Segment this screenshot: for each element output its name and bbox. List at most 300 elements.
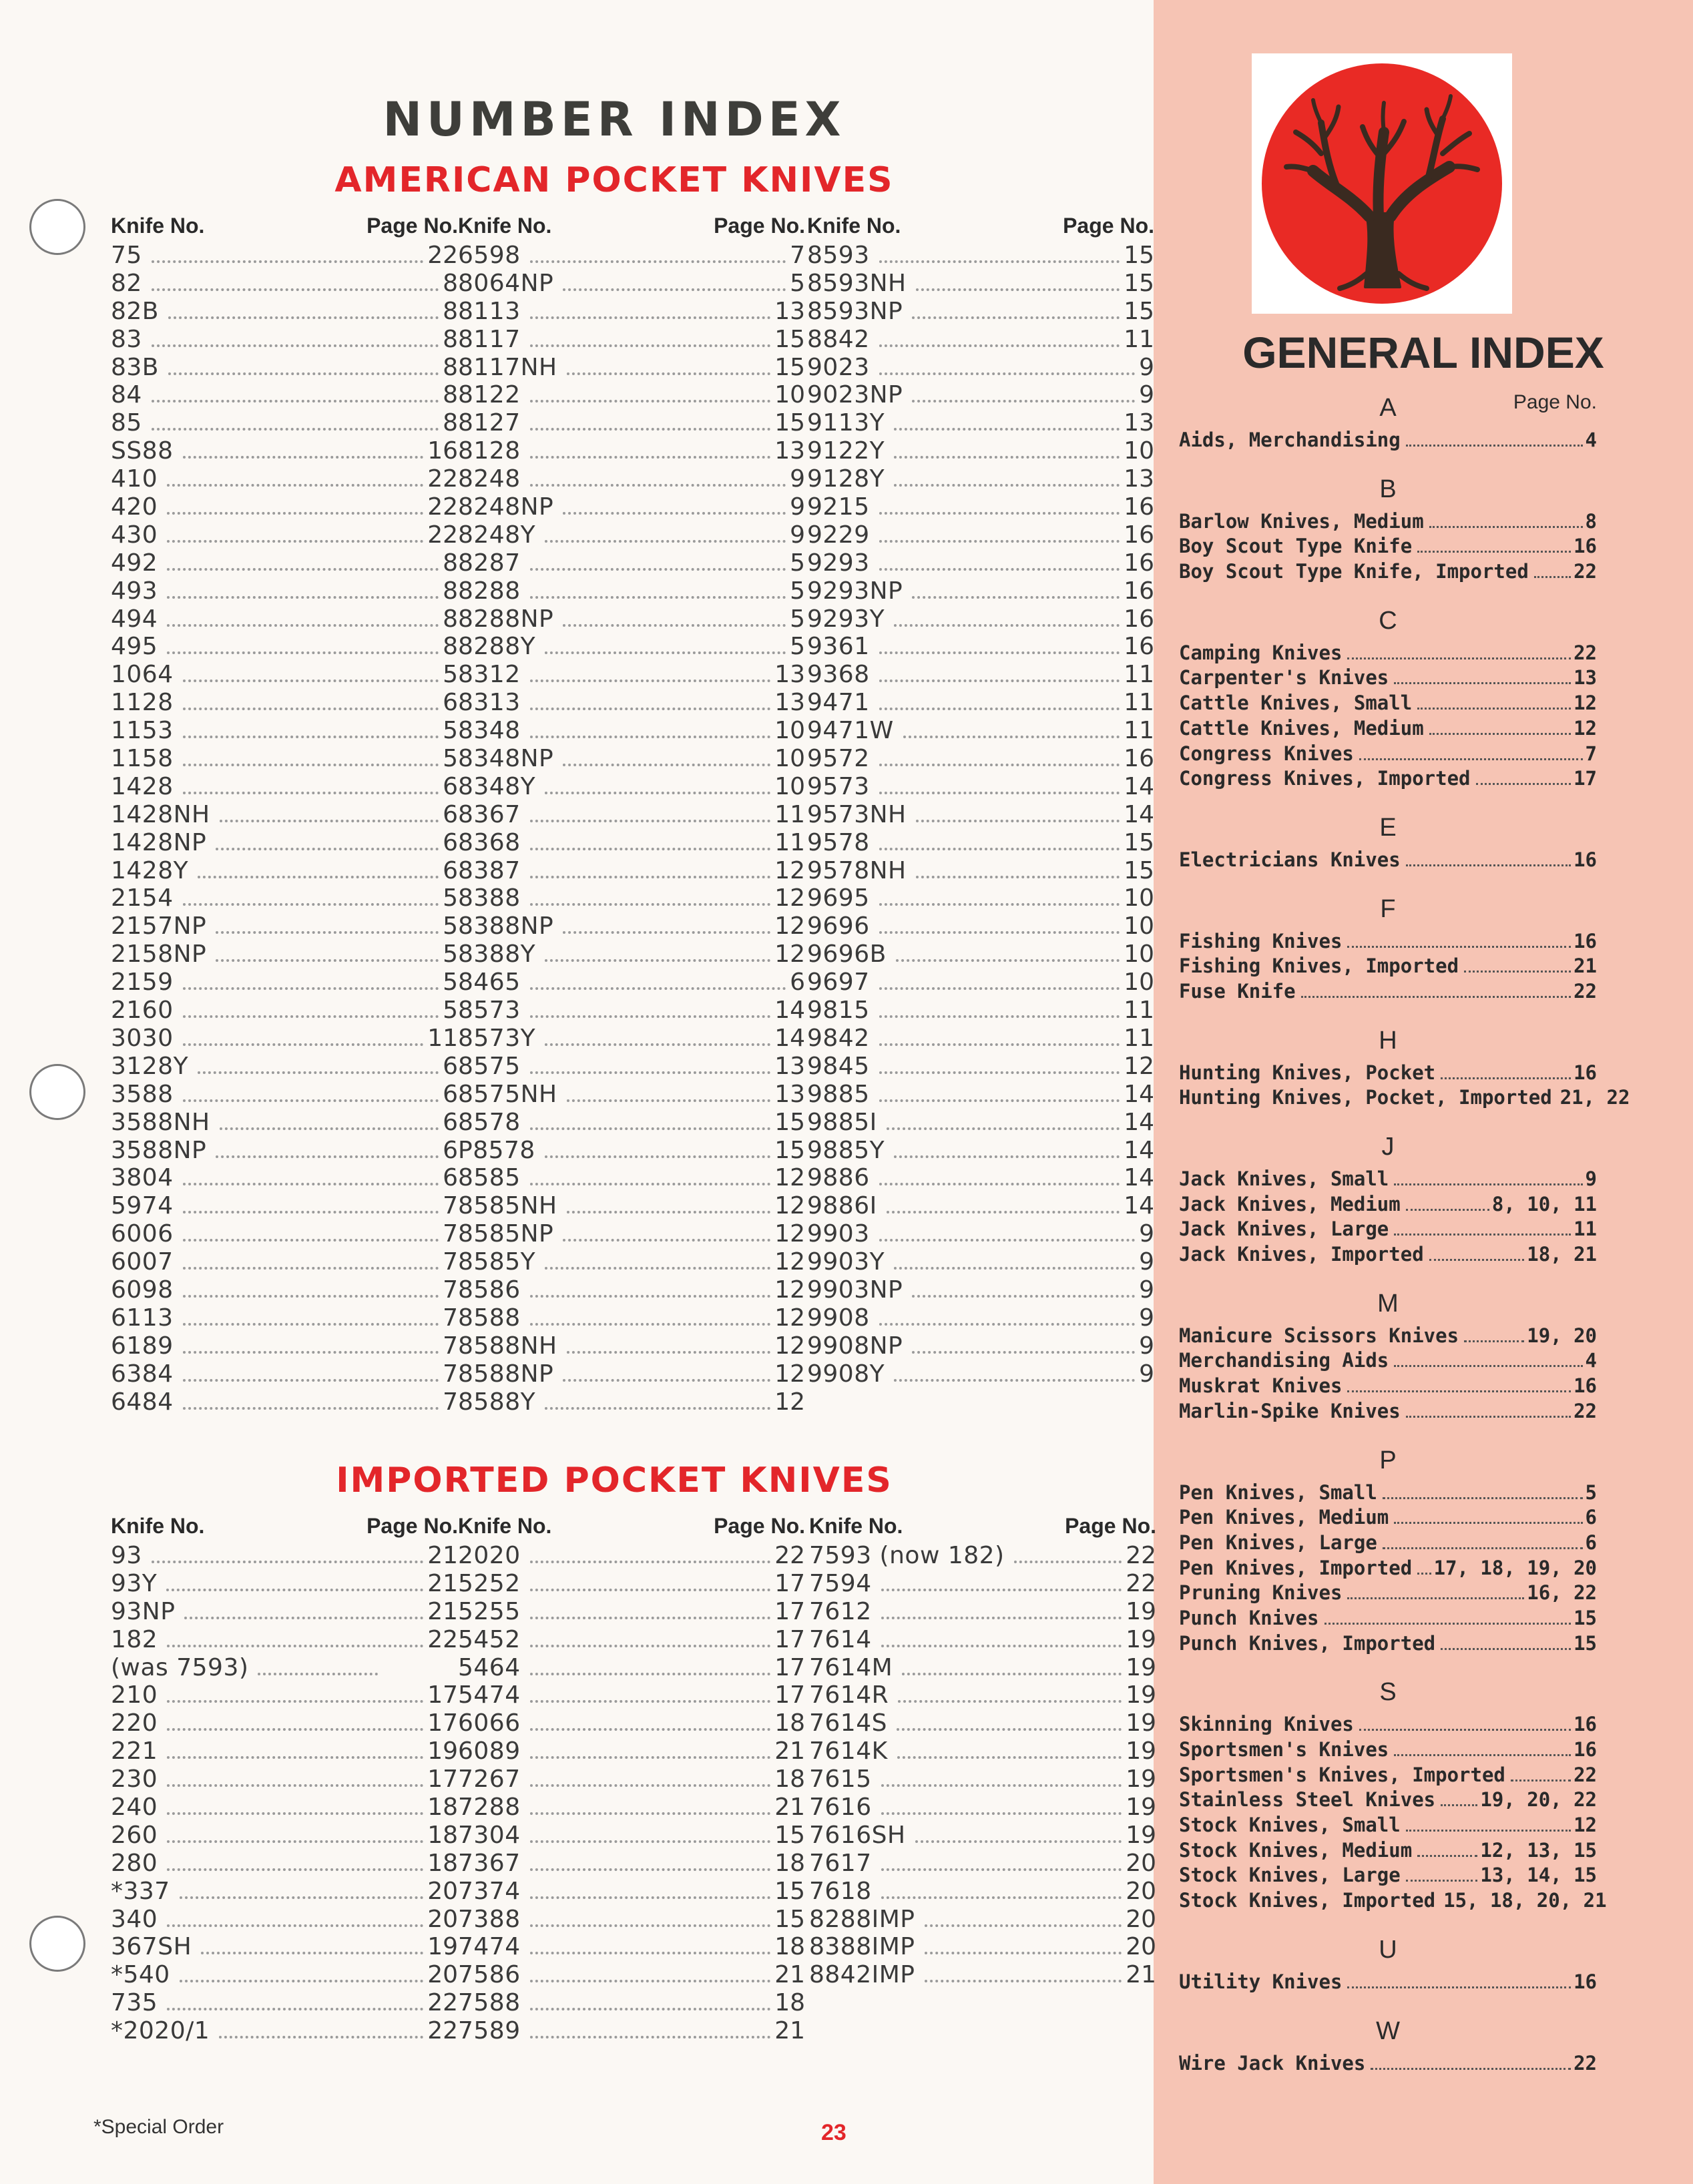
index-row xyxy=(458,1025,805,1053)
dot-leader xyxy=(530,1980,771,1982)
dot-leader xyxy=(1324,1623,1571,1625)
index-row xyxy=(807,1192,1154,1220)
dot-leader xyxy=(166,1589,423,1591)
index-row xyxy=(111,745,458,773)
section-letter xyxy=(1179,387,1597,429)
index-row xyxy=(111,1681,458,1709)
dot-leader xyxy=(1406,445,1583,447)
knife-number: 3128Y xyxy=(111,1052,189,1080)
dot-leader xyxy=(1394,1234,1571,1236)
dot-leader xyxy=(545,540,786,543)
page-ref: 5 xyxy=(790,549,805,577)
dot-leader xyxy=(894,1155,1120,1158)
knife-number: 8575NH xyxy=(458,1080,557,1108)
knife-number: 9572 xyxy=(807,745,870,773)
knife-number: 9903 xyxy=(807,1220,870,1248)
entry-name: Fuse Knife xyxy=(1179,979,1296,1003)
index-row xyxy=(111,1794,458,1822)
section-letter xyxy=(1179,469,1597,510)
page-ref: 9 xyxy=(790,465,805,493)
page-ref: 7 xyxy=(443,1248,458,1276)
page-no-header: Page No. xyxy=(714,1514,805,1538)
page-ref: 11 xyxy=(1124,717,1154,745)
index-entry xyxy=(1179,1632,1597,1657)
dot-leader xyxy=(216,931,439,934)
entry-pages: 16 xyxy=(1574,1970,1597,1993)
page-ref: 13 xyxy=(1124,409,1154,437)
index-section-e xyxy=(1179,807,1597,874)
knife-number: *540 xyxy=(111,1961,170,1989)
entry-name: Merchandising Aids xyxy=(1179,1349,1389,1372)
entry-pages: 19, 20, 22 xyxy=(1480,1788,1597,1812)
page-ref: 6 xyxy=(443,1080,458,1108)
column-header xyxy=(807,214,1154,242)
knife-number: 7614 xyxy=(809,1625,872,1653)
dot-leader xyxy=(198,876,439,878)
dot-leader xyxy=(167,1840,423,1843)
index-row xyxy=(111,1053,458,1081)
knife-number: 9361 xyxy=(807,633,870,661)
index-row xyxy=(111,521,458,549)
dot-leader xyxy=(567,372,771,375)
knife-number: 8348NP xyxy=(458,745,554,773)
dot-leader xyxy=(1347,657,1571,659)
page-ref: 9 xyxy=(790,521,805,549)
page-ref: 10 xyxy=(774,772,805,800)
page-ref: 18 xyxy=(774,1989,805,2017)
knife-number: 8585NP xyxy=(458,1220,554,1248)
dot-leader xyxy=(530,1812,771,1815)
index-row xyxy=(807,997,1154,1025)
index-section-j xyxy=(1179,1126,1597,1268)
index-row xyxy=(458,605,805,633)
page-ref: 12 xyxy=(774,1332,805,1360)
knife-number: 2154 xyxy=(111,884,174,912)
page-ref: 11 xyxy=(774,800,805,828)
page-ref: 22 xyxy=(427,521,458,549)
index-row xyxy=(111,633,458,661)
knife-number: 8248 xyxy=(458,465,521,493)
knife-number: 1064 xyxy=(111,661,174,689)
dot-leader xyxy=(167,1645,423,1647)
dot-leader xyxy=(881,1589,1122,1591)
dot-leader xyxy=(912,1295,1135,1298)
page-ref: 9 xyxy=(1139,1220,1154,1248)
section-letter xyxy=(1179,1929,1597,1970)
knife-number: 3588NP xyxy=(111,1136,207,1164)
dot-leader xyxy=(530,1756,771,1759)
knife-number: 260 xyxy=(111,1821,158,1849)
index-row xyxy=(111,912,458,940)
page-ref: 16 xyxy=(1124,521,1154,549)
knife-number: 9886I xyxy=(807,1192,877,1220)
knife-no-header: Knife No. xyxy=(111,1514,205,1538)
index-row xyxy=(458,1542,805,1570)
dot-leader xyxy=(545,792,770,794)
dot-leader xyxy=(530,1323,771,1326)
dot-leader xyxy=(881,1896,1122,1899)
special-order-footnote: *Special Order xyxy=(93,2116,224,2138)
knife-number: 9696B xyxy=(807,940,887,969)
knife-number: 9908NP xyxy=(807,1332,903,1360)
page-ref: 19 xyxy=(427,1737,458,1765)
knife-number: 8368 xyxy=(458,828,521,856)
index-row xyxy=(111,493,458,521)
section-letter xyxy=(1179,1283,1597,1324)
knife-number: 8575 xyxy=(458,1052,521,1080)
index-row xyxy=(111,1276,458,1304)
index-row xyxy=(111,689,458,717)
general-index-title: GENERAL INDEX xyxy=(1242,328,1604,377)
dot-leader xyxy=(545,1267,770,1270)
knife-number: 9023 xyxy=(807,353,870,381)
page-ref: 14 xyxy=(1124,1136,1154,1164)
dot-leader xyxy=(1406,1880,1478,1882)
page-ref: 18 xyxy=(427,1849,458,1877)
index-section-c xyxy=(1179,600,1597,792)
index-entry xyxy=(1179,1374,1597,1400)
knife-number: 230 xyxy=(111,1765,158,1794)
page-ref: 22 xyxy=(427,1989,458,2017)
dot-leader xyxy=(1441,1648,1571,1650)
index-row xyxy=(807,354,1154,382)
dot-leader xyxy=(925,1980,1122,1982)
entry-pages: 7 xyxy=(1585,742,1597,765)
page-no-header: Page No. xyxy=(367,1514,458,1538)
page-ref: 10 xyxy=(774,745,805,773)
entry-name: Wire Jack Knives xyxy=(1179,2051,1366,2075)
knife-number: 492 xyxy=(111,549,158,577)
dot-leader xyxy=(567,1211,771,1213)
dot-leader xyxy=(183,1323,439,1326)
knife-number: 8248Y xyxy=(458,521,536,549)
index-row xyxy=(458,1961,805,1989)
dot-leader xyxy=(220,1127,439,1130)
dot-leader xyxy=(881,1812,1122,1815)
dot-leader xyxy=(152,400,439,402)
entry-pages: 6 xyxy=(1585,1506,1597,1529)
page-ref: 16 xyxy=(1124,549,1154,577)
index-row xyxy=(458,1192,805,1220)
letter: A xyxy=(1379,394,1397,422)
entry-name: Punch Knives, Imported xyxy=(1179,1631,1436,1655)
index-row xyxy=(458,940,805,969)
index-row xyxy=(111,270,458,298)
dot-leader xyxy=(530,568,786,571)
dot-leader xyxy=(1359,758,1583,760)
knife-number: 7589 xyxy=(458,2017,521,2045)
dot-leader xyxy=(530,2008,771,2010)
knife-number: 93NP xyxy=(111,1597,176,1625)
knife-number: 2159 xyxy=(111,969,174,997)
page-ref: 22 xyxy=(1126,1542,1156,1569)
index-row xyxy=(807,689,1154,717)
dot-leader xyxy=(530,596,786,599)
dot-leader xyxy=(1406,1830,1571,1832)
page-ref: 15 xyxy=(774,1905,805,1933)
page-ref: 15 xyxy=(774,409,805,437)
entry-pages: 22 xyxy=(1574,641,1597,664)
dot-leader xyxy=(183,1351,439,1354)
dot-leader xyxy=(530,876,771,878)
dot-leader xyxy=(530,1896,771,1899)
index-entry xyxy=(1179,1713,1597,1738)
knife-no-header: Knife No. xyxy=(458,214,552,238)
dot-leader xyxy=(1014,1561,1122,1563)
page-ref: 13 xyxy=(1124,465,1154,493)
dot-leader xyxy=(879,344,1120,347)
knife-number: 2020 xyxy=(458,1542,521,1569)
page-ref: 6 xyxy=(443,1136,458,1164)
dot-leader xyxy=(1511,1780,1571,1782)
index-row xyxy=(807,521,1154,549)
index-row xyxy=(807,1053,1154,1081)
entry-pages: 16 xyxy=(1574,535,1597,558)
dot-leader xyxy=(894,624,1120,627)
knife-number: 8387 xyxy=(458,856,521,884)
page-ref: 6 xyxy=(443,1108,458,1136)
page-ref: 15 xyxy=(774,353,805,381)
entry-pages: 6 xyxy=(1585,1531,1597,1554)
index-row xyxy=(458,912,805,940)
index-row xyxy=(807,298,1154,326)
page-ref: 22 xyxy=(427,493,458,521)
knife-number: 7474 xyxy=(458,1933,521,1961)
knife-number: 7388 xyxy=(458,1905,521,1933)
index-row xyxy=(807,1220,1154,1248)
imported-column-2 xyxy=(458,1514,805,2045)
dot-leader xyxy=(183,903,439,906)
page-ref: 11 xyxy=(1124,689,1154,717)
dot-leader xyxy=(167,1924,423,1927)
dot-leader xyxy=(167,1868,423,1871)
knife-number: 2157NP xyxy=(111,912,207,940)
index-row xyxy=(111,549,458,577)
entry-name: Jack Knives, Small xyxy=(1179,1167,1389,1190)
index-row xyxy=(111,605,458,633)
page-ref: 16 xyxy=(1124,605,1154,633)
index-row xyxy=(111,1765,458,1794)
index-row xyxy=(111,1850,458,1878)
index-row xyxy=(809,1737,1156,1765)
page-ref: 12 xyxy=(774,940,805,969)
page-ref: 15 xyxy=(1124,856,1154,884)
index-row xyxy=(807,493,1154,521)
dot-leader xyxy=(887,1127,1120,1130)
knife-number: 8573Y xyxy=(458,1024,536,1052)
page-ref: 14 xyxy=(1124,1192,1154,1220)
page-ref: 16 xyxy=(427,437,458,465)
page-ref: 21 xyxy=(427,1569,458,1597)
dot-leader xyxy=(530,428,771,431)
dot-leader xyxy=(530,1127,771,1130)
knife-number: 7614S xyxy=(809,1709,887,1737)
column-header xyxy=(809,1514,1156,1542)
dot-leader xyxy=(180,1896,423,1899)
knife-number: 9903Y xyxy=(807,1248,885,1276)
page-ref: 6 xyxy=(443,772,458,800)
index-row xyxy=(458,298,805,326)
index-entry xyxy=(1179,1243,1597,1268)
dot-leader xyxy=(183,1015,439,1018)
index-row xyxy=(111,884,458,912)
index-entry xyxy=(1179,1061,1597,1087)
dot-leader xyxy=(1417,708,1571,710)
page-ref: 14 xyxy=(774,997,805,1025)
index-row xyxy=(809,1570,1156,1598)
index-entry xyxy=(1179,666,1597,692)
knife-number: 9113Y xyxy=(807,409,885,437)
page-ref: 5 xyxy=(443,884,458,912)
general-index-list xyxy=(1179,387,1630,2091)
knife-number: 8312 xyxy=(458,661,521,689)
dot-leader xyxy=(180,1980,423,1982)
entry-name: Camping Knives xyxy=(1179,641,1343,664)
index-row xyxy=(807,857,1154,885)
knife-number: 7367 xyxy=(458,1849,521,1877)
dot-leader xyxy=(916,876,1120,878)
entry-name: Hunting Knives, Pocket xyxy=(1179,1061,1436,1084)
dot-leader xyxy=(879,651,1120,654)
index-row xyxy=(807,1332,1154,1360)
dot-leader xyxy=(912,1351,1135,1354)
page-ref: 6 xyxy=(443,856,458,884)
page-ref: 11 xyxy=(1124,661,1154,689)
page-ref: 7 xyxy=(443,1192,458,1220)
dot-leader xyxy=(530,1015,771,1018)
page-ref: 8 xyxy=(443,577,458,605)
index-entry xyxy=(1179,1788,1597,1814)
page-ref: 16 xyxy=(1124,745,1154,773)
index-entry xyxy=(1179,1193,1597,1218)
dot-leader xyxy=(530,400,771,402)
page-ref: 11 xyxy=(1124,997,1154,1025)
entry-name: Sportsmen's Knives xyxy=(1179,1738,1389,1761)
knife-no-header: Knife No. xyxy=(458,1514,552,1538)
dot-leader xyxy=(530,679,771,682)
knife-number: 7267 xyxy=(458,1765,521,1794)
dot-leader xyxy=(897,1728,1122,1731)
index-entry xyxy=(1179,1086,1630,1111)
knife-number: 1128 xyxy=(111,689,174,717)
page-ref: 21 xyxy=(774,2017,805,2045)
index-row xyxy=(809,1681,1156,1709)
letter: C xyxy=(1379,606,1397,635)
dot-leader xyxy=(879,372,1135,375)
dot-leader xyxy=(530,736,771,738)
knife-number: 7374 xyxy=(458,1877,521,1905)
page-ref: 19 xyxy=(1126,1597,1156,1625)
entry-name: Fishing Knives, Imported xyxy=(1179,954,1459,978)
entry-name: Stock Knives, Medium xyxy=(1179,1838,1413,1862)
page-ref: 10 xyxy=(1124,912,1154,940)
dot-leader xyxy=(530,1952,771,1954)
entry-name: Electricians Knives xyxy=(1179,848,1401,871)
entry-pages: 8 xyxy=(1585,509,1597,533)
page-ref: 21 xyxy=(774,1961,805,1989)
index-entry xyxy=(1179,1324,1597,1350)
dot-leader xyxy=(545,959,770,962)
page-ref: 21 xyxy=(427,1597,458,1625)
dot-leader xyxy=(183,736,439,738)
page-no-header: Page No. xyxy=(1065,1514,1156,1538)
knife-number: 9697 xyxy=(807,969,870,997)
number-index-title: NUMBER INDEX xyxy=(383,92,846,147)
page-number: 23 xyxy=(821,2120,846,2145)
page-ref: 6 xyxy=(443,689,458,717)
index-row xyxy=(111,1933,458,1961)
index-row xyxy=(809,1794,1156,1822)
dot-leader xyxy=(1301,996,1571,998)
index-row xyxy=(458,381,805,409)
knife-number: 93Y xyxy=(111,1569,158,1597)
dot-leader xyxy=(1441,1804,1477,1806)
page-ref: 19 xyxy=(1126,1765,1156,1794)
entry-name: Stock Knives, Imported xyxy=(1179,1889,1436,1912)
dot-leader xyxy=(183,1407,439,1410)
index-row xyxy=(111,1989,458,2017)
knife-number: 5974 xyxy=(111,1192,174,1220)
entry-pages: 12 xyxy=(1574,716,1597,740)
page-ref: 5 xyxy=(790,577,805,605)
dot-leader xyxy=(168,372,439,375)
page-ref: 9 xyxy=(790,493,805,521)
dot-leader xyxy=(563,288,786,291)
index-row xyxy=(807,270,1154,298)
knife-number: 8588 xyxy=(458,1304,521,1332)
index-section-w xyxy=(1179,2010,1597,2077)
knife-number: 7288 xyxy=(458,1794,521,1822)
dot-leader xyxy=(897,1756,1122,1759)
index-entry xyxy=(1179,2052,1597,2077)
dot-leader xyxy=(896,959,1120,962)
page-ref: 18 xyxy=(427,1794,458,1822)
dot-leader xyxy=(220,820,439,822)
knife-number: 9573 xyxy=(807,772,870,800)
dot-leader xyxy=(879,1015,1120,1018)
dot-leader xyxy=(1534,576,1571,578)
dot-leader xyxy=(530,456,771,459)
page-ref: 12 xyxy=(774,1220,805,1248)
knife-number: 6113 xyxy=(111,1304,174,1332)
entry-pages: 12 xyxy=(1574,692,1597,715)
knife-number: 8588Y xyxy=(458,1388,536,1416)
knife-number: 3030 xyxy=(111,1024,174,1052)
knife-number: 9578 xyxy=(807,828,870,856)
binder-hole-bottom xyxy=(29,1916,85,1972)
dot-leader xyxy=(879,1071,1120,1074)
page-ref: 12 xyxy=(774,1304,805,1332)
dot-leader xyxy=(879,1099,1120,1102)
index-row xyxy=(458,354,805,382)
dot-leader xyxy=(1476,783,1571,785)
index-entry xyxy=(1179,717,1597,742)
dot-leader xyxy=(902,1673,1122,1675)
page-ref: 15 xyxy=(1124,269,1154,297)
knife-number: 9122Y xyxy=(807,437,885,465)
knife-number: 8288 xyxy=(458,577,521,605)
entry-name: Congress Knives xyxy=(1179,742,1354,765)
knife-number: 3588NH xyxy=(111,1108,210,1136)
dot-leader xyxy=(530,2036,771,2038)
page-ref: 15 xyxy=(774,1821,805,1849)
page-ref: 14 xyxy=(1124,772,1154,800)
entry-name: Barlow Knives, Medium xyxy=(1179,509,1424,533)
dot-leader xyxy=(881,1617,1122,1619)
dot-leader xyxy=(167,512,423,515)
page-ref: 16 xyxy=(1124,577,1154,605)
dot-leader xyxy=(167,568,439,571)
